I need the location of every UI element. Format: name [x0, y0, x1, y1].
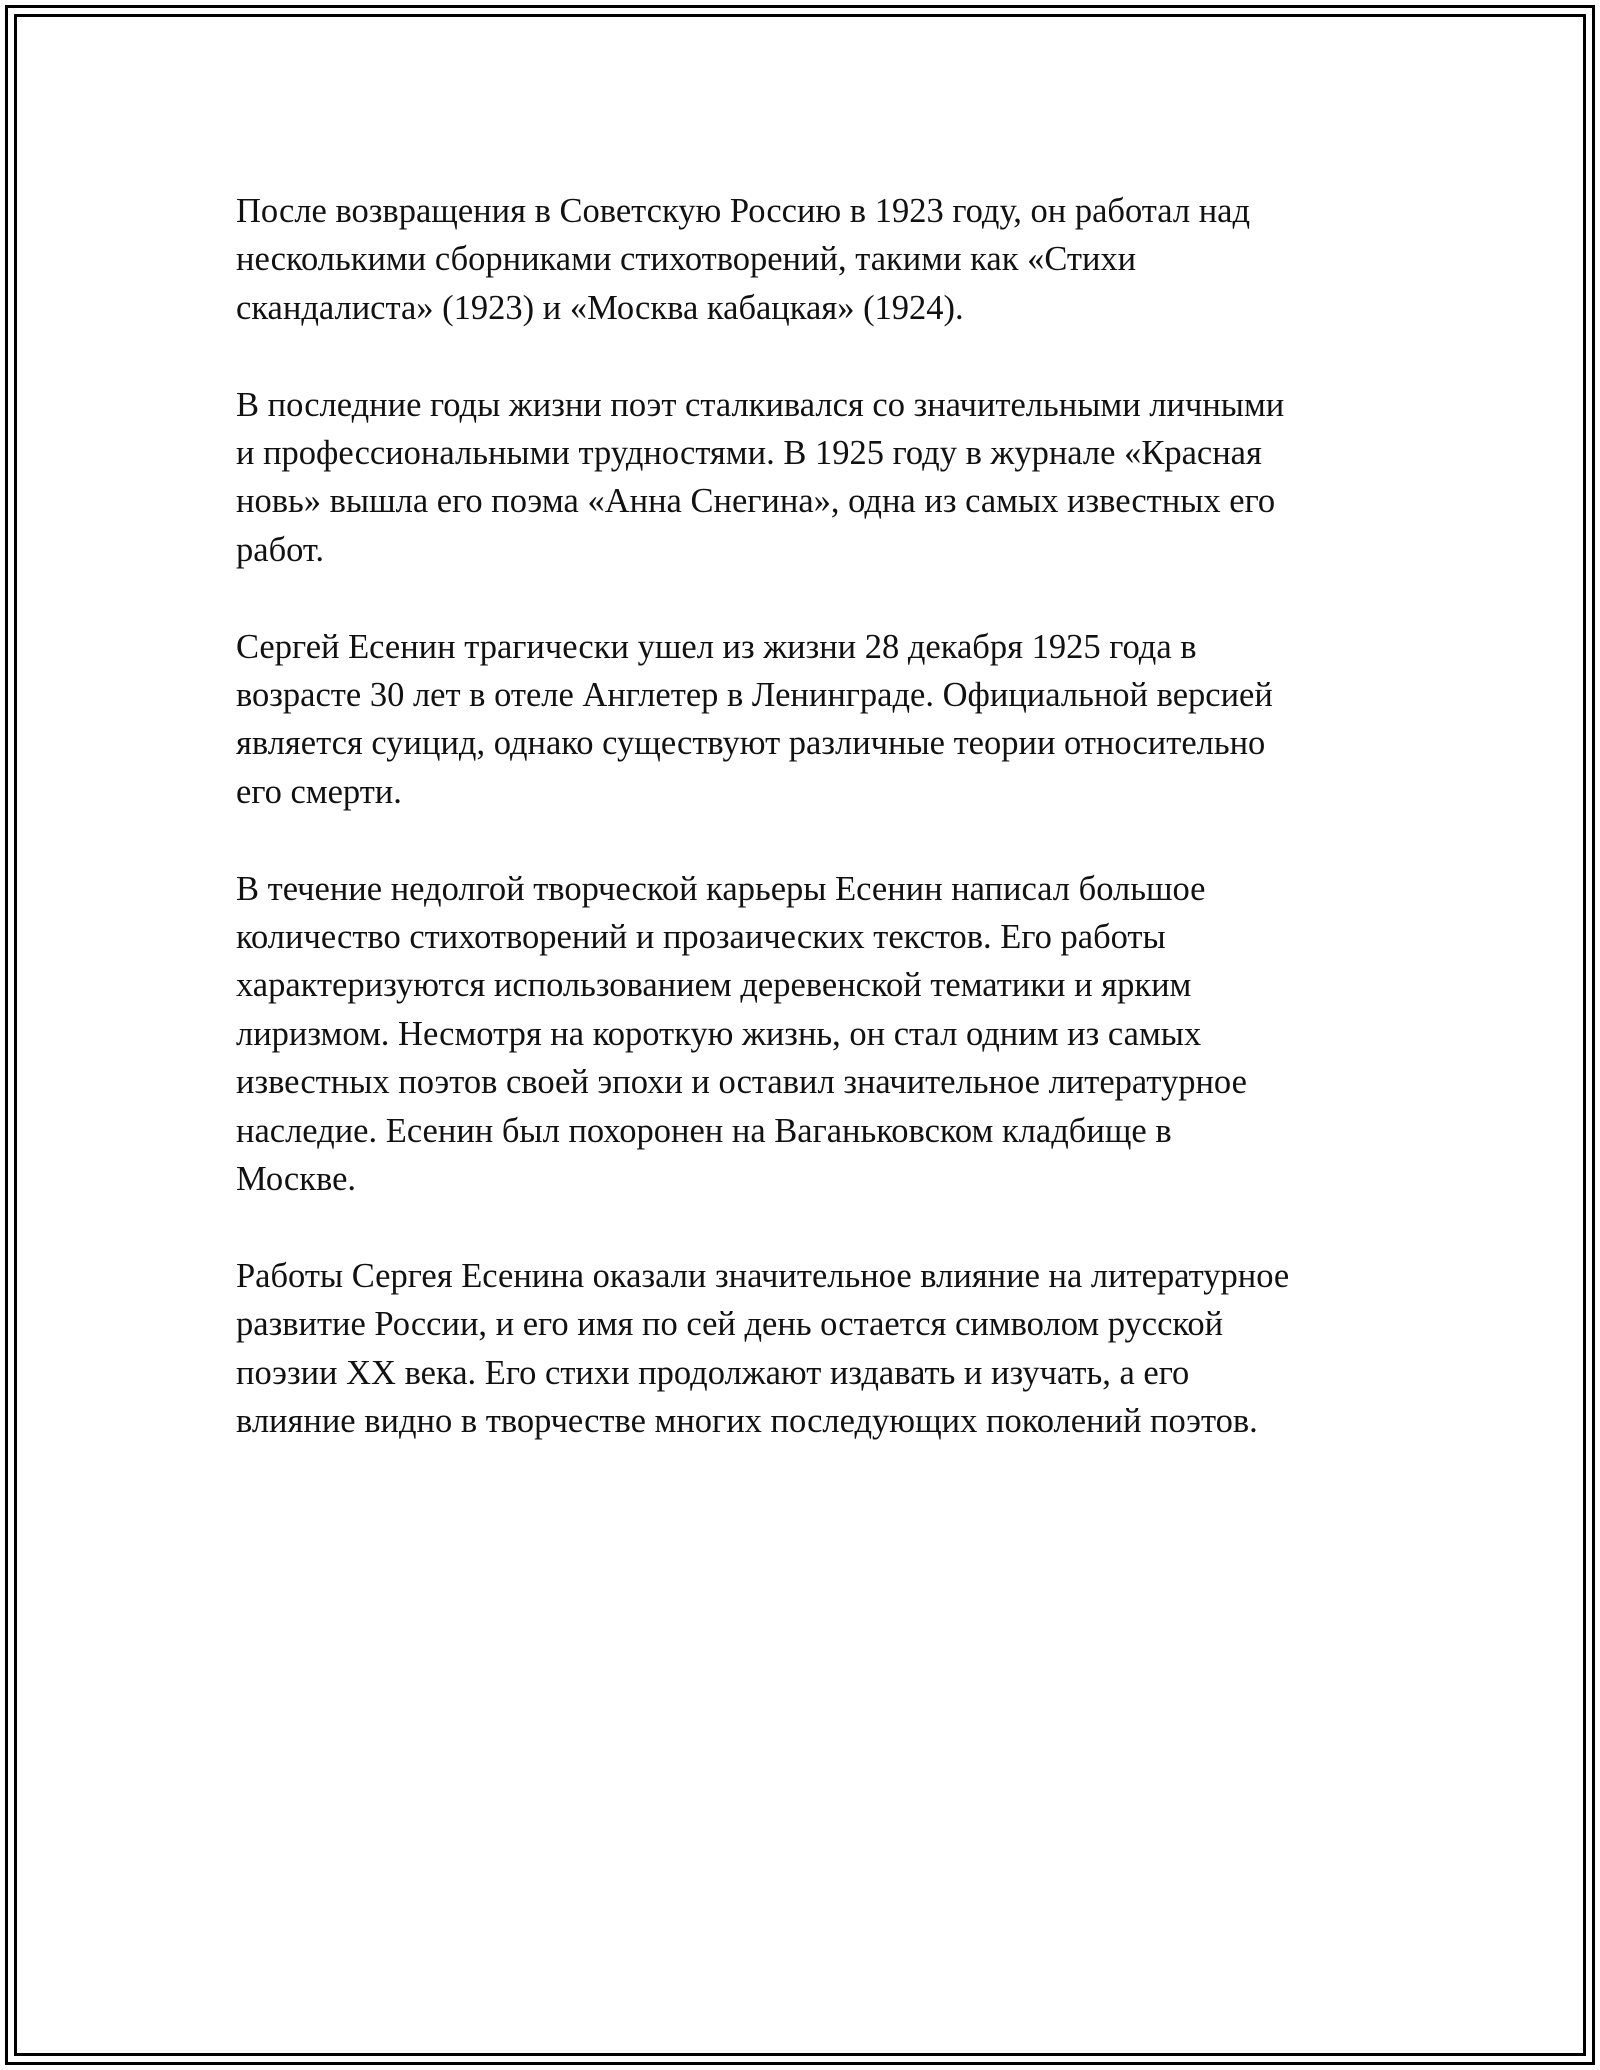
paragraph-return-to-russia: После возвращения в Советскую Россию в 1923 году, он работал над несколькими сборниками стихотворений, такими как «Стихи скандалиста» (1923) и «Москва кабацкая» (1924). — [236, 192, 1251, 327]
paragraph-career: В течение недолгой творческой карьеры Есенин написал большое количество стихотворений и прозаических текстов. Его работы характеризуются использованием деревенской тематики и ярким лиризмом. Несмотря на короткую жизнь, он стал одним из самых известных поэтов своей эпохи и оставил значительное литературное наследие. Есенин был похоронен на Ваганьковском кладбище в Москве. — [236, 869, 1247, 1199]
paragraph-death: Сергей Есенин трагически ушел из жизни 28 декабря 1925 года в возрасте 30 лет в отеле Англетер в Ленинграде. Официальной версией является суицид, однако существуют различные теории относительно его смерти. — [236, 627, 1273, 811]
paragraph-legacy: Работы Сергея Есенина оказали значительное влияние на литературное развитие России, и его имя по сей день остается символом русской поэзии XX века. Его стихи продолжают издавать и изучать, а его влияние видно в творчестве многих последующих поколений поэтов. — [236, 1256, 1290, 1441]
paragraph-last-years: В последние годы жизни поэт сталкивался со значительными личными и профессиональными трудностями. В 1925 году в журнале «Красная новь» вышла его поэма «Анна Снегина», одна из самых известных его работ. — [236, 385, 1285, 569]
document-body — [236, 187, 1366, 1494]
